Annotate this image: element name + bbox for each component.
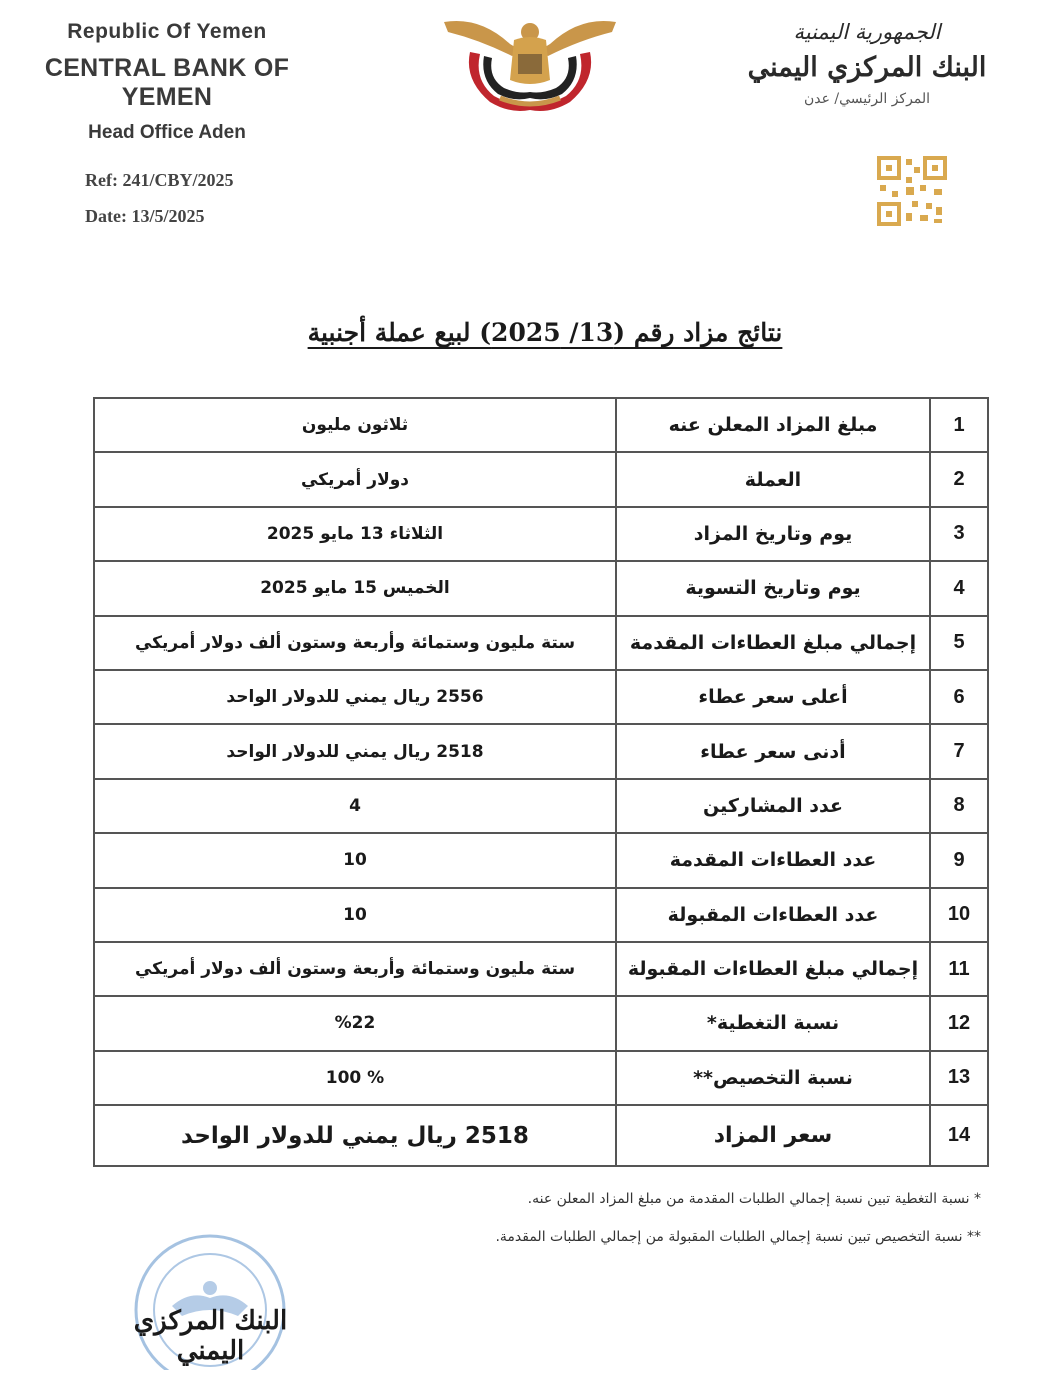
- row-label: يوم وتاريخ التسوية: [616, 561, 930, 615]
- footnotes: [281, 1180, 981, 1256]
- row-number: 1: [930, 398, 988, 452]
- country-name-ar: الجمهورية اليمنية: [793, 20, 941, 44]
- table-row: [94, 1051, 988, 1105]
- row-label: إجمالي مبلغ العطاءات المقبولة: [616, 942, 930, 996]
- row-number: 3: [930, 507, 988, 561]
- footnote-coverage: * نسبة التغطية تبين نسبة إجمالي الطلبات المقدمة من مبلغ المزاد المعلن عنه.: [527, 1191, 981, 1207]
- row-label: سعر المزاد: [616, 1105, 930, 1166]
- reference-line: [85, 162, 234, 198]
- row-number: 13: [930, 1051, 988, 1105]
- ref-label: Ref:: [85, 170, 118, 190]
- row-value: ستة مليون وستمائة وأربعة وستون ألف دولار أمريكي: [94, 616, 616, 670]
- date-value: 13/5/2025: [131, 206, 205, 226]
- row-value: 10: [94, 833, 616, 887]
- table-row: [94, 507, 988, 561]
- row-number: 14: [930, 1105, 988, 1166]
- reference-block: [85, 162, 234, 234]
- row-label: يوم وتاريخ المزاد: [616, 507, 930, 561]
- row-number: 6: [930, 670, 988, 724]
- row-label: عدد المشاركين: [616, 779, 930, 833]
- row-value: 2556 ريال يمني للدولار الواحد: [94, 670, 616, 724]
- yemen-eagle-emblem-icon: [440, 10, 620, 114]
- row-number: 9: [930, 833, 988, 887]
- row-value: ستة مليون وستمائة وأربعة وستون ألف دولار أمريكي: [94, 942, 616, 996]
- table-row: [94, 398, 988, 452]
- table-row: [94, 670, 988, 724]
- row-number: 5: [930, 616, 988, 670]
- auction-results-table: [93, 397, 989, 1167]
- row-value: الثلاثاء 13 مايو 2025: [94, 507, 616, 561]
- date-label: Date:: [85, 206, 127, 226]
- table-row: [94, 452, 988, 506]
- table-row: [94, 561, 988, 615]
- row-label: عدد العطاءات المقدمة: [616, 833, 930, 887]
- row-label: العملة: [616, 452, 930, 506]
- row-label: مبلغ المزاد المعلن عنه: [616, 398, 930, 452]
- table-row: [94, 942, 988, 996]
- bank-name-en: CENTRAL BANK OF YEMEN: [44, 54, 290, 111]
- row-label: إجمالي مبلغ العطاءات المقدمة: [616, 616, 930, 670]
- row-number: 11: [930, 942, 988, 996]
- table-row: [94, 616, 988, 670]
- country-name-en: Republic Of Yemen: [67, 20, 267, 43]
- signature-bank-name: البنك المركزي اليمني: [133, 1306, 288, 1366]
- row-value: % 100: [94, 1051, 616, 1105]
- row-label: أعلى سعر عطاء: [616, 670, 930, 724]
- arabic-header: [747, 20, 987, 107]
- ref-value: 241/CBY/2025: [122, 170, 234, 190]
- row-number: 4: [930, 561, 988, 615]
- table-row: [94, 1105, 988, 1166]
- row-label: نسبة التخصيص**: [616, 1051, 930, 1105]
- row-value: 2518 ريال يمني للدولار الواحد: [94, 724, 616, 778]
- row-value: 4: [94, 779, 616, 833]
- row-number: 8: [930, 779, 988, 833]
- bank-name-ar: البنك المركزي اليمني: [747, 52, 987, 83]
- table-row: [94, 833, 988, 887]
- row-value: دولار أمريكي: [94, 452, 616, 506]
- date-line: [85, 198, 234, 234]
- row-value: 2518 ريال يمني للدولار الواحد: [94, 1105, 616, 1166]
- row-number: 7: [930, 724, 988, 778]
- row-label: عدد العطاءات المقبولة: [616, 888, 930, 942]
- office-name-ar: المركز الرئيسي/ عدن: [803, 91, 931, 107]
- row-number: 10: [930, 888, 988, 942]
- table-row: [94, 996, 988, 1050]
- row-value: 10: [94, 888, 616, 942]
- row-value: ثلاثون مليون: [94, 398, 616, 452]
- table-row: [94, 724, 988, 778]
- qr-code-icon: [876, 155, 948, 227]
- table-row: [94, 779, 988, 833]
- row-value: %22: [94, 996, 616, 1050]
- row-number: 2: [930, 452, 988, 506]
- table-row: [94, 888, 988, 942]
- english-header: [22, 20, 312, 144]
- row-label: نسبة التغطية*: [616, 996, 930, 1050]
- footnote-allocation: ** نسبة التخصيص تبين نسبة إجمالي الطلبات المقبولة من إجمالي الطلبات المقدمة.: [495, 1229, 981, 1245]
- row-value: الخميس 15 مايو 2025: [94, 561, 616, 615]
- office-name-en: Head Office Aden: [88, 122, 246, 143]
- row-label: أدنى سعر عطاء: [616, 724, 930, 778]
- row-number: 12: [930, 996, 988, 1050]
- document-title: نتائج مزاد رقم (13/ 2025) لبيع عملة أجنبية: [307, 318, 783, 347]
